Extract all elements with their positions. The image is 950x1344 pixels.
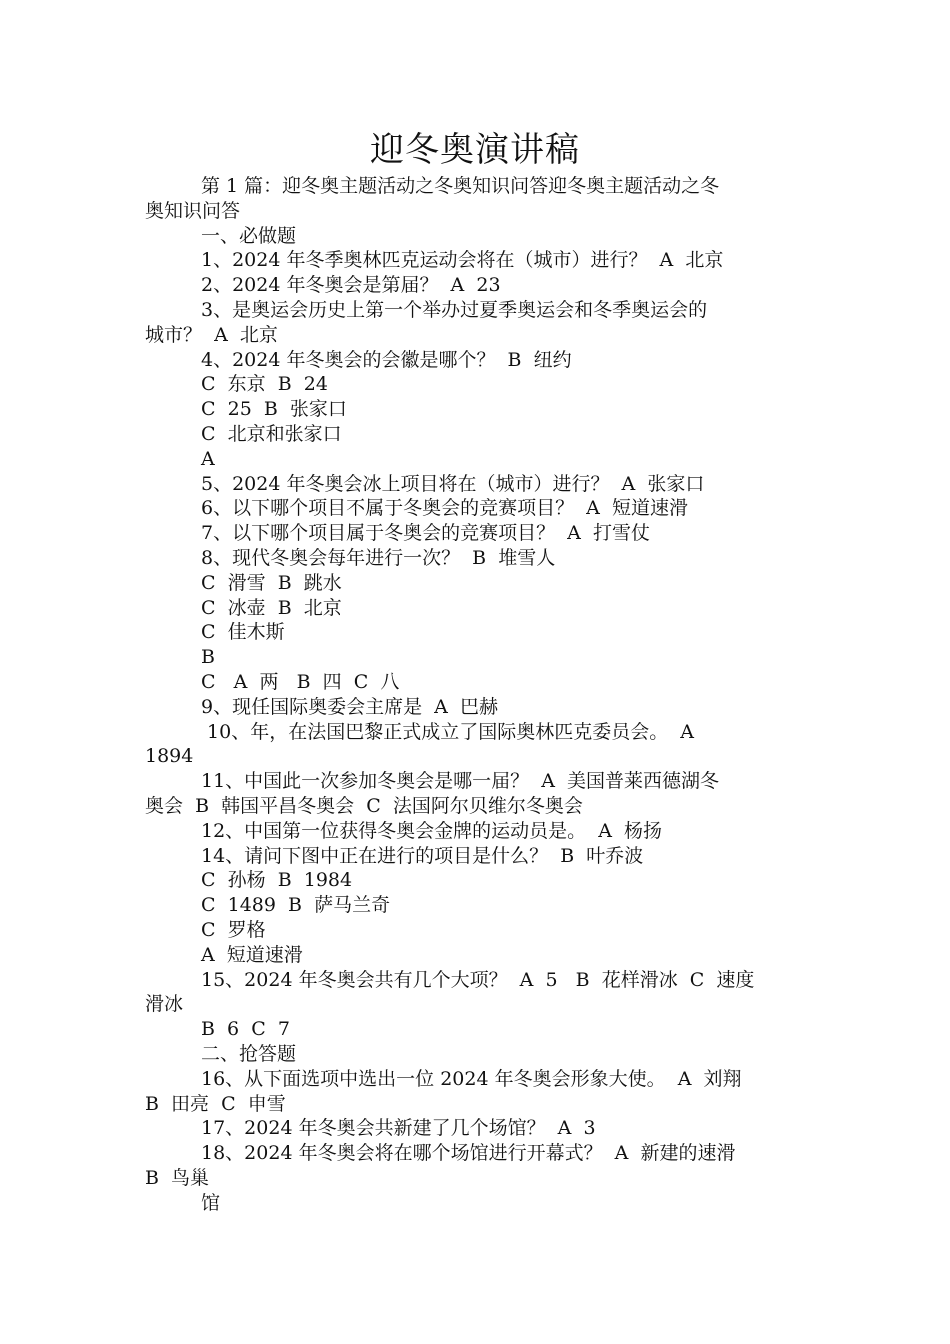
text-line: 滑冰 (145, 993, 184, 1016)
text-line: 11、中国此一次参加冬奥会是哪一届？ A 美国普莱西德湖冬 (201, 770, 720, 793)
text-line: 第 1 篇：迎冬奥主题活动之冬奥知识问答迎冬奥主题活动之冬 (201, 175, 720, 197)
text-line: A 短道速滑 (201, 943, 303, 966)
text-line: 5、2024 年冬奥会冰上项目将在（城市）进行？ A 张家口 (201, 472, 705, 495)
text-line: 18、2024 年冬奥会将在哪个场馆进行开幕式？ A 新建的速滑 (201, 1142, 736, 1165)
text-line: 15、2024 年冬奥会共有几个大项？ A 5 B 花样滑冰 C 速度 (201, 968, 755, 991)
text-line: 14、请问下图中正在进行的项目是什么？ B 叶乔波 (201, 844, 644, 867)
document-title: 迎冬奥演讲稿 (370, 130, 580, 170)
text-line: 1894 (145, 745, 194, 768)
text-line: A (201, 447, 215, 470)
text-line: C 孙杨 B 1984 (201, 869, 353, 892)
text-line: C A 两 B 四 C 八 (201, 671, 400, 693)
text-line: C 1489 B 萨马兰奇 (201, 894, 391, 917)
text-line: C 罗格 (201, 919, 266, 941)
text-line: 城市？ A 北京 (145, 323, 278, 346)
text-line: 3、是奥运会历史上第一个举办过夏季奥运会和冬季奥运会的 (201, 299, 708, 321)
text-line: 1、2024 年冬季奥林匹克运动会将在（城市）进行？ A 北京 (201, 249, 724, 272)
text-line: B 鸟巢 (145, 1167, 210, 1189)
text-line: C 25 B 张家口 (201, 398, 347, 421)
text-line: 二、抢答题 (201, 1043, 297, 1065)
text-line: B 6 C 7 (201, 1018, 290, 1041)
text-line: 10、年，在法国巴黎正式成立了国际奥林匹克委员会。 A (201, 720, 695, 743)
text-line: 8、现代冬奥会每年进行一次？ B 堆雪人 (201, 547, 556, 569)
text-line: C 佳木斯 (201, 621, 285, 644)
text-line: 奥知识问答 (145, 199, 241, 222)
text-line: 9、现任国际奥委会主席是 A 巴赫 (201, 695, 498, 718)
text-line: 2、2024 年冬奥会是第届？ A 23 (201, 274, 501, 297)
text-line: 7、以下哪个项目属于冬奥会的竞赛项目？ A 打雪仗 (201, 522, 650, 545)
text-line: 馆 (201, 1191, 221, 1214)
text-line: 一、必做题 (201, 224, 297, 247)
text-line: 16、从下面选项中选出一位 2024 年冬奥会形象大使。 A 刘翔 (201, 1067, 742, 1090)
text-line: 12、中国第一位获得冬奥会金牌的运动员是。 A 杨扬 (201, 819, 663, 842)
text-line: 17、2024 年冬奥会共新建了几个场馆？ A 3 (201, 1117, 596, 1140)
text-line: 4、2024 年冬奥会的会徽是哪个？ B 纽约 (201, 348, 572, 371)
text-line: C 冰壶 B 北京 (201, 596, 342, 619)
text-line: 6、以下哪个项目不属于冬奥会的竞赛项目？ A 短道速滑 (201, 497, 688, 520)
text-line: B (201, 646, 215, 669)
text-line: C 北京和张家口 (201, 423, 342, 445)
text-line: C 东京 B 24 (201, 373, 328, 396)
text-line: C 滑雪 B 跳水 (201, 571, 342, 594)
text-line: B 田亮 C 申雪 (145, 1092, 286, 1115)
text-line: 奥会 B 韩国平昌冬奥会 C 法国阿尔贝维尔冬奥会 (145, 795, 583, 817)
